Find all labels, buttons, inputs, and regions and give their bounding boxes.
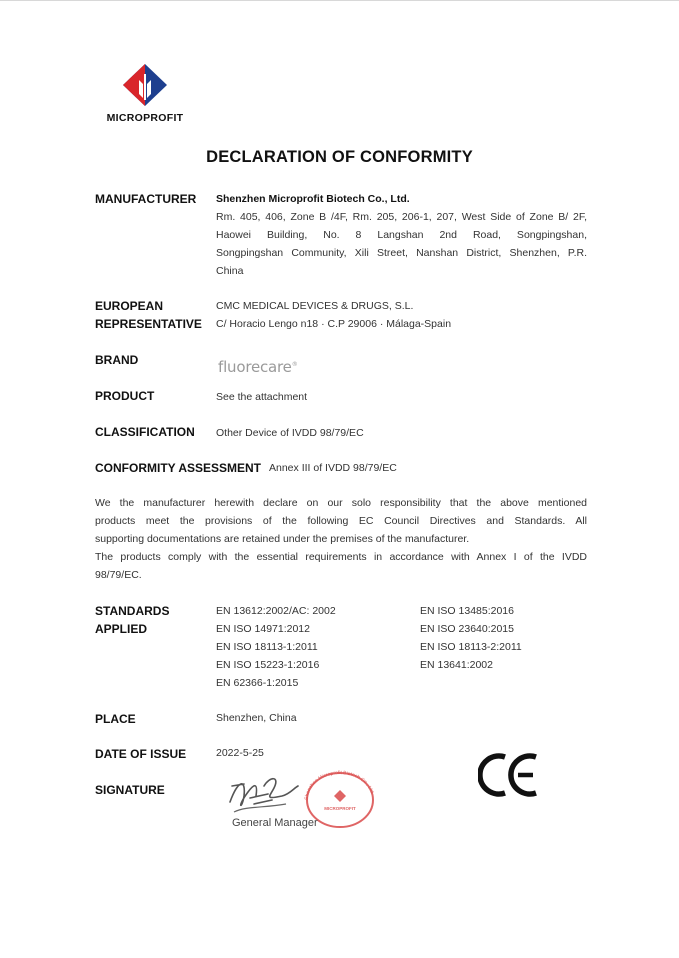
standard-item: EN ISO 18113-2:2011 xyxy=(420,641,522,653)
signatory-title: General Manager xyxy=(232,817,318,829)
manufacturer-address-line: Songpingshan Community, Xili Street, Nanshan District, Shenzhen, P.R. xyxy=(216,247,587,259)
product-value: See the attachment xyxy=(216,391,308,403)
classification-label: CLASSIFICATION xyxy=(95,425,195,439)
standard-item: EN ISO 13485:2016 xyxy=(420,605,514,617)
product-label: PRODUCT xyxy=(95,389,155,403)
standard-item: EN ISO 18113-1:2011 xyxy=(216,641,318,653)
company-logo xyxy=(100,64,190,124)
standards-label xyxy=(95,602,169,638)
signature-label: SIGNATURE xyxy=(95,783,165,797)
top-border xyxy=(0,0,679,1)
standards-column-1 xyxy=(216,602,336,692)
brand-name: fluorecare xyxy=(218,358,292,376)
ce-mark-icon xyxy=(478,752,540,798)
standards-label-line1: STANDARDS xyxy=(95,604,170,618)
brand-logo xyxy=(218,358,298,376)
document-title: DECLARATION OF CONFORMITY xyxy=(206,148,473,166)
standard-item: EN ISO 15223-1:2016 xyxy=(216,659,320,671)
manufacturer-address-line: Haowei Building, No. 8 Langshan 2nd Road, Songpingshan, xyxy=(216,229,587,241)
representative-label-line2: REPRESENTATIVE xyxy=(95,317,202,331)
date-value: 2022-5-25 xyxy=(216,747,264,759)
standard-item: EN 13641:2002 xyxy=(420,659,493,671)
manufacturer-name: Shenzhen Microprofit Biotech Co., Ltd. xyxy=(216,193,410,205)
conformity-value: Annex III of IVDD 98/79/EC xyxy=(269,462,397,474)
standard-item: EN ISO 14971:2012 xyxy=(216,623,310,635)
microprofit-logo-icon xyxy=(123,64,167,106)
standard-item: EN 62366-1:2015 xyxy=(216,677,299,689)
manufacturer-address-line: China xyxy=(216,265,244,277)
representative-label xyxy=(95,297,202,333)
representative-block xyxy=(216,297,451,333)
declaration-line: supporting documentations are retained under the premises of the manufacturer. xyxy=(95,533,470,545)
manufacturer-block xyxy=(216,190,587,280)
place-label: PLACE xyxy=(95,712,136,726)
declaration-line: products meet the provisions of the following EC Council Directives and Standards. All xyxy=(95,515,587,527)
conformity-label: CONFORMITY ASSESSMENT xyxy=(95,461,262,475)
representative-address: C/ Horacio Lengo n18 · C.P 29006 · Málaga-Spain xyxy=(216,318,452,330)
registered-mark: ® xyxy=(291,361,298,368)
standards-column-2 xyxy=(420,602,522,674)
manufacturer-address-line: Rm. 405, 406, Zone B /4F, Rm. 205, 206-1, 207, West Side of Zone B/ 2F, xyxy=(216,211,587,223)
manufacturer-label: MANUFACTURER xyxy=(95,192,197,206)
declaration-line: 98/79/EC. xyxy=(95,569,142,581)
standard-item: EN 13612:2002/AC: 2002 xyxy=(216,605,336,617)
brand-label: BRAND xyxy=(95,353,139,367)
stamp-text: Shenzhen Microprofit Biotech Co., Lt xyxy=(303,769,374,801)
classification-value: Other Device of IVDD 98/79/EC xyxy=(216,427,364,439)
declaration-paragraph xyxy=(95,494,587,584)
stamp-center-text: MICROPROFIT xyxy=(324,806,356,811)
standard-item: EN ISO 23640:2015 xyxy=(420,623,514,635)
standards-label-line2: APPLIED xyxy=(95,622,148,636)
date-label: DATE OF ISSUE xyxy=(95,747,187,761)
ce-mark xyxy=(478,752,540,803)
place-value: Shenzhen, China xyxy=(216,712,297,724)
representative-label-line1: EUROPEAN xyxy=(95,299,164,313)
representative-name: CMC MEDICAL DEVICES & DRUGS, S.L. xyxy=(216,300,414,312)
declaration-line: The products comply with the essential requirements in accordance with Annex I of the IVDD xyxy=(95,551,587,563)
declaration-line: We the manufacturer herewith declare on our solo responsibility that the above mentioned xyxy=(95,497,587,509)
logo-wordmark: MICROPROFIT xyxy=(106,112,184,124)
